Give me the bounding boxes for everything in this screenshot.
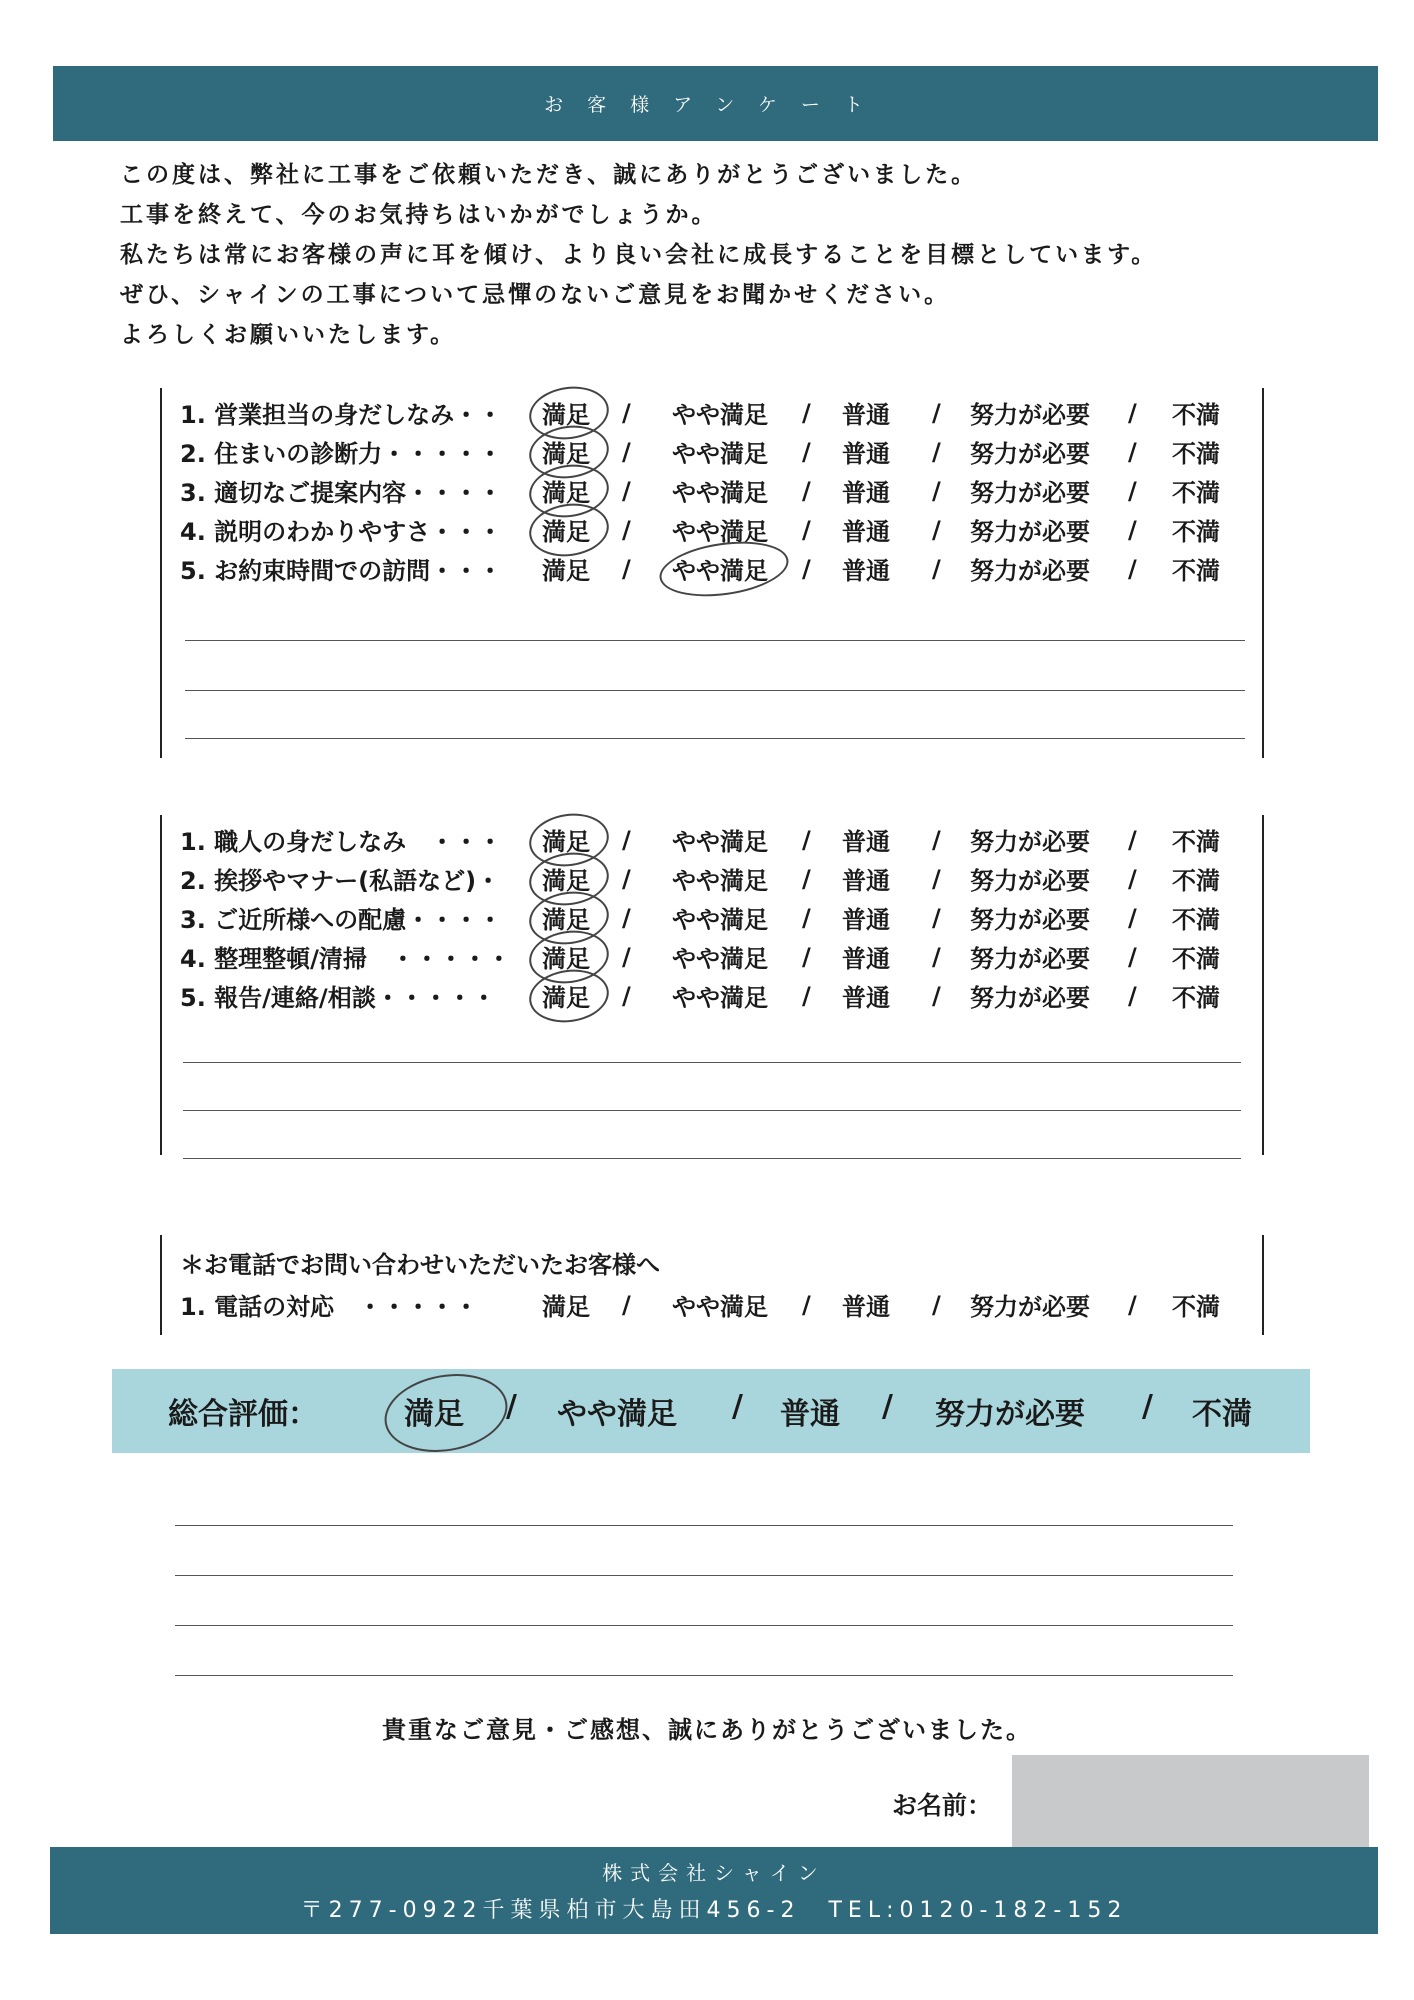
rating-option[interactable]: 満足 [542,867,590,895]
intro-line-1: この度は、弊社に工事をご依頼いただき、誠にありがとうございました。 [120,162,978,188]
sales-question-row [162,510,1262,549]
comment-line [185,640,1245,641]
survey-title: お客様アンケート [544,94,887,116]
overall-rating-label: 総合評価： [168,1397,318,1432]
phone-section-heading: ＊お電話でお問い合わせいただいたお客様へ [180,1251,660,1279]
separator: / [802,981,811,1010]
separator: / [1128,476,1137,505]
question-label: 5. お約束時間での訪問・・・ [180,557,503,585]
separator: / [732,1389,743,1424]
separator: / [932,942,941,971]
separator: / [802,398,811,427]
comment-line [183,1062,1241,1063]
separator: / [506,1389,517,1424]
question-label: 5. 報告/連絡/相談・・・・・ [180,984,496,1012]
rating-option[interactable]: 普通 [842,867,890,895]
separator: / [882,1389,893,1424]
rating-option[interactable]: 普通 [842,479,890,507]
survey-title-bar [53,66,1378,141]
separator: / [622,398,631,427]
craftsmen-question-row [162,976,1262,1015]
question-label: 2. 住まいの診断力・・・・・ [180,440,503,468]
question-label: 2. 挨拶やマナー(私語など)・ [180,867,501,895]
separator: / [802,554,811,583]
phone-question-row [162,1285,1262,1324]
separator: / [932,981,941,1010]
separator: / [802,864,811,893]
separator: / [932,476,941,505]
craftsmen-question-row [162,859,1262,898]
rating-option[interactable]: 普通 [842,557,890,585]
sales-question-row [162,471,1262,510]
rating-option[interactable]: 努力が必要 [970,440,1090,468]
separator: / [932,398,941,427]
separator: / [622,903,631,932]
intro-line-2: 工事を終えて、今のお気持ちはいかがでしょうか。 [120,202,718,228]
rating-option[interactable]: 努力が必要 [970,518,1090,546]
separator: / [1128,1290,1137,1319]
name-field-redacted[interactable] [1012,1755,1369,1848]
rating-option[interactable]: 普通 [842,945,890,973]
craftsmen-question-row [162,898,1262,937]
separator: / [1128,981,1137,1010]
comment-line [175,1625,1233,1626]
rating-option[interactable]: やや満足 [672,906,768,934]
rating-option[interactable]: 不満 [1172,440,1220,468]
comment-line [175,1525,1233,1526]
rating-option[interactable]: 不満 [1172,557,1220,585]
intro-line-4: ぜひ、シャインの工事について忌憚のないご意見をお聞かせください。 [120,282,951,308]
separator: / [622,942,631,971]
rating-option[interactable]: 努力が必要 [970,479,1090,507]
question-label: 1. 職人の身だしなみ ・・・ [180,828,503,856]
separator: / [1128,864,1137,893]
selection-circle [378,1365,513,1461]
question-label: 1. 電話の対応 ・・・・・ [180,1293,479,1321]
comment-line [183,1158,1241,1159]
separator: / [622,981,631,1010]
rating-option[interactable]: 普通 [842,401,890,429]
overall-option-somewhat[interactable]: やや満足 [557,1397,677,1432]
rating-option[interactable]: 不満 [1172,518,1220,546]
company-footer [50,1847,1378,1934]
rating-option[interactable]: 努力が必要 [970,906,1090,934]
thanks-message: 貴重なご意見・ご感想、誠にありがとうございました。 [382,1716,1032,1744]
separator: / [932,825,941,854]
overall-option-unsatisfied[interactable]: 不満 [1192,1397,1252,1432]
separator: / [622,825,631,854]
comment-line [175,1675,1233,1676]
intro-line-3: 私たちは常にお客様の声に耳を傾け、より良い会社に成長することを目標としています。 [120,242,1158,268]
sales-question-row [162,549,1262,588]
rating-option[interactable]: やや満足 [672,984,768,1012]
rating-option[interactable]: 努力が必要 [970,828,1090,856]
rating-option[interactable]: やや満足 [672,479,768,507]
rating-option[interactable]: 努力が必要 [970,867,1090,895]
rating-option[interactable]: 不満 [1172,945,1220,973]
rating-option[interactable]: 満足 [542,945,590,973]
rating-option[interactable]: 努力が必要 [970,984,1090,1012]
question-label: 4. 整理整頓/清掃 ・・・・・ [180,945,511,973]
rating-option[interactable]: やや満足 [672,557,768,585]
overall-option-effort[interactable]: 努力が必要 [935,1397,1085,1432]
separator: / [1128,398,1137,427]
comment-line [185,690,1245,691]
separator: / [622,437,631,466]
rating-option[interactable]: 満足 [542,906,590,934]
rating-option[interactable]: 普通 [842,518,890,546]
separator: / [802,1290,811,1319]
separator: / [932,903,941,932]
rating-option[interactable]: 満足 [542,1293,590,1321]
rating-option[interactable]: 満足 [542,984,590,1012]
section-craftsmen [160,815,1264,1155]
name-label: お名前： [892,1791,993,1820]
rating-option[interactable]: 努力が必要 [970,945,1090,973]
comment-line [175,1575,1233,1576]
company-address: 〒277-0922千葉県柏市大島田456-2 TEL:0120-182-152 [300,1898,1128,1923]
separator: / [1128,437,1137,466]
separator: / [932,437,941,466]
separator: / [932,864,941,893]
overall-option-satisfied[interactable]: 満足 [404,1397,464,1432]
rating-option[interactable]: 普通 [842,828,890,856]
separator: / [1128,903,1137,932]
section-phone [160,1235,1264,1335]
rating-option[interactable]: 不満 [1172,906,1220,934]
craftsmen-question-row [162,937,1262,976]
separator: / [622,864,631,893]
rating-option[interactable]: 普通 [842,440,890,468]
rating-option[interactable]: 満足 [542,440,590,468]
separator: / [932,515,941,544]
question-label: 3. 適切なご提案内容・・・・ [180,479,503,507]
separator: / [932,554,941,583]
rating-option[interactable]: 不満 [1172,479,1220,507]
section-sales [160,388,1264,758]
rating-option[interactable]: 不満 [1172,828,1220,856]
rating-option[interactable]: 不満 [1172,401,1220,429]
separator: / [1128,825,1137,854]
sales-question-row [162,432,1262,471]
rating-option[interactable]: やや満足 [672,401,768,429]
rating-option[interactable]: 普通 [842,984,890,1012]
separator: / [802,437,811,466]
overall-rating-bar [112,1369,1310,1453]
rating-option[interactable]: 普通 [842,1293,890,1321]
rating-option[interactable]: 普通 [842,906,890,934]
question-label: 4. 説明のわかりやすさ・・・ [180,518,503,546]
question-label: 1. 営業担当の身だしなみ・・ [180,401,503,429]
separator: / [1142,1389,1153,1424]
rating-option[interactable]: やや満足 [672,440,768,468]
overall-option-average[interactable]: 普通 [780,1397,840,1432]
separator: / [1128,942,1137,971]
separator: / [622,554,631,583]
rating-option[interactable]: やや満足 [672,518,768,546]
separator: / [932,1290,941,1319]
separator: / [622,476,631,505]
rating-option[interactable]: 満足 [542,479,590,507]
separator: / [1128,515,1137,544]
separator: / [802,903,811,932]
separator: / [1128,554,1137,583]
separator: / [622,1290,631,1319]
rating-option[interactable]: 不満 [1172,984,1220,1012]
rating-option[interactable]: 満足 [542,401,590,429]
rating-option[interactable]: 努力が必要 [970,401,1090,429]
rating-option[interactable]: やや満足 [672,828,768,856]
rating-option[interactable]: 努力が必要 [970,557,1090,585]
rating-option[interactable]: 満足 [542,518,590,546]
rating-option[interactable]: やや満足 [672,1293,768,1321]
rating-option[interactable]: 努力が必要 [970,1293,1090,1321]
comment-line [185,738,1245,739]
company-name: 株式会社シャイン [602,1861,826,1885]
sales-question-row [162,393,1262,432]
separator: / [802,825,811,854]
craftsmen-question-row [162,820,1262,859]
comment-line [183,1110,1241,1111]
separator: / [802,942,811,971]
rating-option[interactable]: やや満足 [672,945,768,973]
separator: / [802,515,811,544]
rating-option[interactable]: 満足 [542,828,590,856]
rating-option[interactable]: 不満 [1172,1293,1220,1321]
separator: / [802,476,811,505]
rating-option[interactable]: 不満 [1172,867,1220,895]
separator: / [622,515,631,544]
rating-option[interactable]: やや満足 [672,867,768,895]
intro-line-5: よろしくお願いいたします。 [120,322,457,348]
question-label: 3. ご近所様への配慮・・・・ [180,906,503,934]
rating-option[interactable]: 満足 [542,557,590,585]
